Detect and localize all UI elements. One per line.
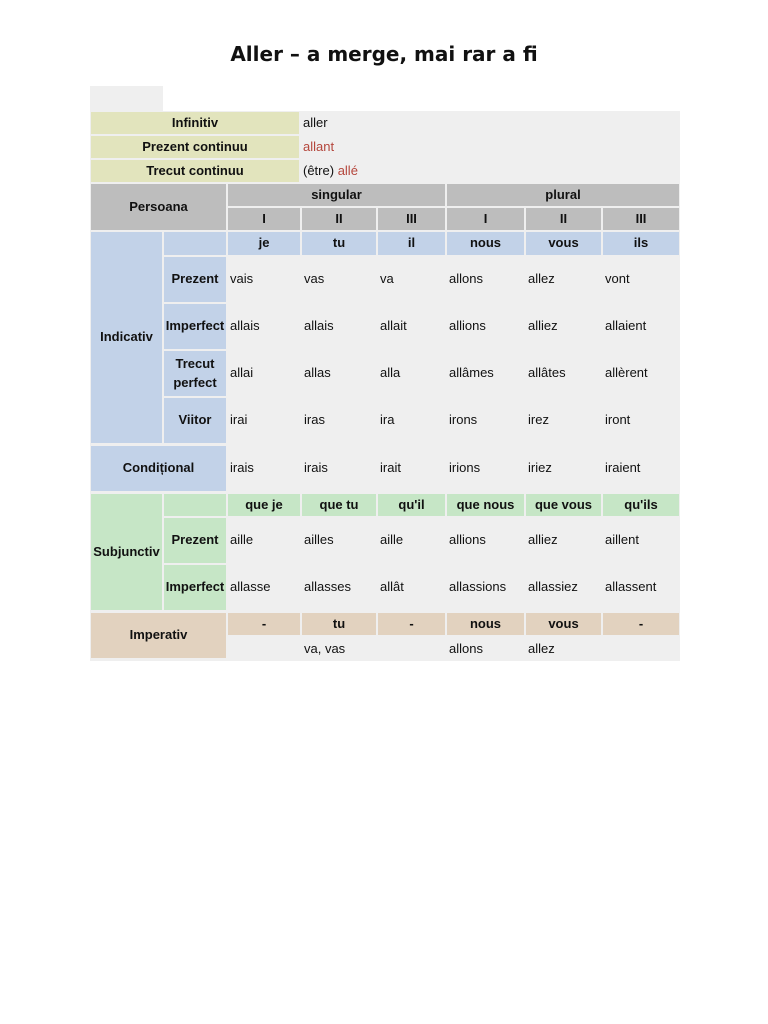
pronoun: nous xyxy=(447,613,524,635)
pronoun: vous xyxy=(526,613,601,635)
indicativ-label: Indicativ xyxy=(91,232,162,443)
verb-form: ailles xyxy=(304,532,334,548)
verb-form: allez xyxy=(528,271,555,287)
pronoun: - xyxy=(603,613,679,635)
pronoun: que je xyxy=(228,494,300,516)
verb-form: allai xyxy=(230,365,254,381)
pronoun: que tu xyxy=(302,494,376,516)
verb-form: iriez xyxy=(528,460,552,476)
person-number: II xyxy=(526,208,601,230)
verb-form: allions xyxy=(449,532,486,548)
verb-form: allons xyxy=(449,271,483,287)
verb-form: allasses xyxy=(304,579,351,595)
verb-form: va, vas xyxy=(304,640,346,656)
pronoun: qu'il xyxy=(378,494,445,516)
trecut-continuu-participle: allé xyxy=(337,162,358,178)
persoana-header: Persoana xyxy=(91,184,226,230)
verb-form: allais xyxy=(304,318,334,334)
verb-form: alliez xyxy=(528,532,558,548)
verb-form xyxy=(228,637,300,661)
verb-form: allez xyxy=(528,640,555,656)
verb-form: allions xyxy=(449,318,486,334)
tense-label: Imperfect xyxy=(164,565,226,610)
person-number: III xyxy=(603,208,679,230)
person-number: I xyxy=(447,208,524,230)
tense-label: Viitor xyxy=(164,398,226,443)
trecut-continuu-prefix: (être) xyxy=(303,162,335,178)
verb-form: aille xyxy=(380,532,404,548)
tense-label: Prezent xyxy=(164,257,226,302)
verb-form: allas xyxy=(304,365,331,381)
person-number: I xyxy=(228,208,300,230)
trecut-continuu-label: Trecut continuu xyxy=(91,160,299,182)
singular-header: singular xyxy=(228,184,445,206)
verb-form: allaient xyxy=(605,318,647,334)
verb-form: vais xyxy=(230,271,254,287)
verb-form: allassions xyxy=(449,579,507,595)
person-number: II xyxy=(302,208,376,230)
verb-form: irait xyxy=(380,460,401,476)
page-title: Aller – a merge, mai rar a fi xyxy=(230,42,538,66)
verb-form: allais xyxy=(230,318,260,334)
subjunctiv-pronoun-spacer xyxy=(164,494,226,516)
pronoun: - xyxy=(378,613,445,635)
trecut-continuu-value xyxy=(301,160,601,182)
verb-form: allâtes xyxy=(528,365,566,381)
verb-form: allait xyxy=(380,318,407,334)
tense-label: Trecut perfect xyxy=(164,351,226,396)
verb-form: iraient xyxy=(605,460,641,476)
verb-form: vont xyxy=(605,271,630,287)
pronoun: que nous xyxy=(447,494,524,516)
tense-label: Prezent xyxy=(164,518,226,563)
pronoun: nous xyxy=(447,232,524,255)
conditional-label: Condițional xyxy=(91,446,226,491)
verb-form: aille xyxy=(230,532,254,548)
verb-form: alliez xyxy=(528,318,558,334)
subjunctiv-label: Subjunctiv xyxy=(91,494,162,610)
verb-form: allassiez xyxy=(528,579,578,595)
verb-form: irions xyxy=(449,460,481,476)
verb-form: allons xyxy=(449,640,483,656)
prezent-continuu-value: allant xyxy=(303,138,335,154)
verb-form xyxy=(603,637,679,661)
sheet-tab xyxy=(90,86,163,111)
verb-form: iront xyxy=(605,412,631,428)
pronoun: vous xyxy=(526,232,601,255)
verb-form: allèrent xyxy=(605,365,648,381)
verb-form: irai xyxy=(230,412,248,428)
indicativ-pronoun-spacer xyxy=(164,232,226,255)
verb-form: irais xyxy=(230,460,254,476)
pronoun: ils xyxy=(603,232,679,255)
pronoun: je xyxy=(228,232,300,255)
infinitiv-value: aller xyxy=(303,114,328,130)
verb-form: aillent xyxy=(605,532,639,548)
pronoun: que vous xyxy=(526,494,601,516)
verb-form: irons xyxy=(449,412,478,428)
imperativ-label: Imperativ xyxy=(91,613,226,658)
pronoun: il xyxy=(378,232,445,255)
verb-form xyxy=(378,637,445,661)
verb-form: alla xyxy=(380,365,401,381)
verb-form: allâmes xyxy=(449,365,494,381)
verb-form: ira xyxy=(380,412,395,428)
verb-form: irez xyxy=(528,412,549,428)
person-number: III xyxy=(378,208,445,230)
tense-label: Imperfect xyxy=(164,304,226,349)
pronoun: qu'ils xyxy=(603,494,679,516)
verb-form: iras xyxy=(304,412,325,428)
pronoun: tu xyxy=(302,232,376,255)
verb-form: vas xyxy=(304,271,325,287)
verb-form: allât xyxy=(380,579,404,595)
pronoun: tu xyxy=(302,613,376,635)
plural-header: plural xyxy=(447,184,679,206)
verb-form: allasse xyxy=(230,579,271,595)
infinitiv-label: Infinitiv xyxy=(91,112,299,134)
verb-form: va xyxy=(380,271,394,287)
verb-form: allassent xyxy=(605,579,657,595)
pronoun: - xyxy=(228,613,300,635)
prezent-continuu-label: Prezent continuu xyxy=(91,136,299,158)
verb-form: irais xyxy=(304,460,328,476)
